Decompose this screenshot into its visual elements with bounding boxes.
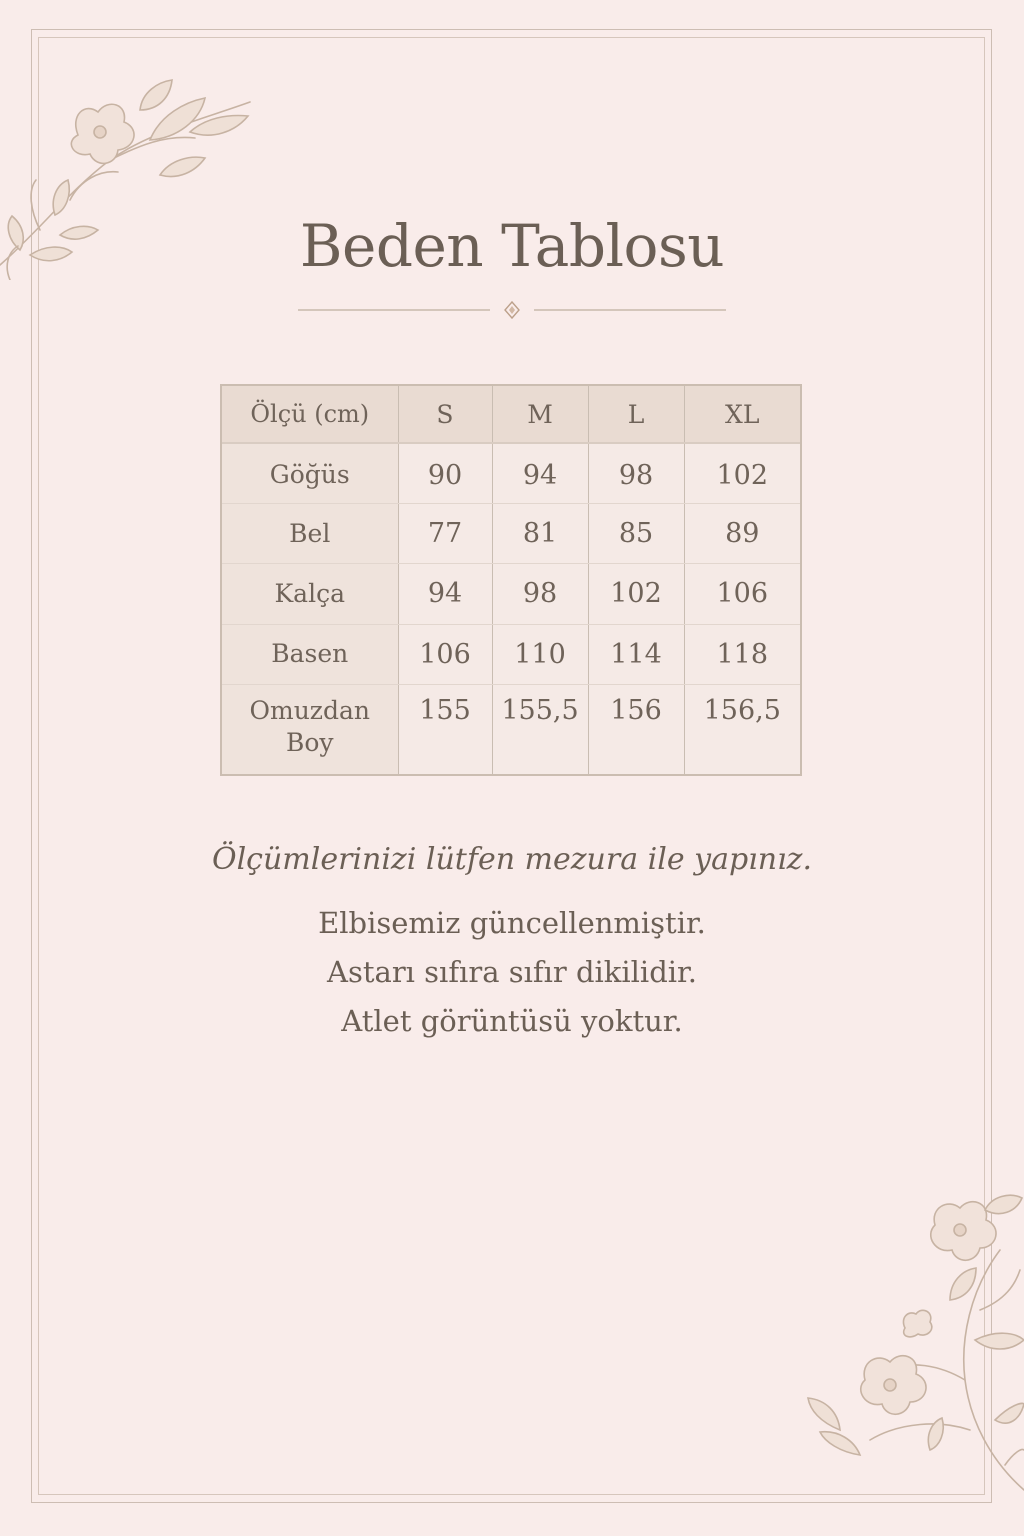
floral-corner-bottom-right [800,1190,1024,1500]
table-cell: 98 [588,443,684,503]
table-cell: 94 [492,443,588,503]
diamond-ornament [298,300,726,320]
table-cell: 94 [398,564,492,624]
row-label: Göğüs [222,443,398,503]
table-cell: 156 [588,684,684,774]
table-cell: 155,5 [492,684,588,774]
row-label: Bel [222,503,398,563]
row-label: Kalça [222,564,398,624]
note-line: Atlet görüntüsü yoktur. [341,1004,683,1038]
row-label [222,684,398,774]
page-title: Beden Tablosu [299,212,725,280]
table-cell: 110 [492,624,588,684]
table-cell: 81 [492,503,588,563]
table-cell: 114 [588,624,684,684]
table-row [222,564,800,624]
table-row [222,503,800,563]
table-row [222,443,800,503]
table-cell: 85 [588,503,684,563]
table-cell: 156,5 [684,684,800,774]
row-label: Basen [222,624,398,684]
table-cell: 77 [398,503,492,563]
table-cell: 102 [684,443,800,503]
table-cell: 102 [588,564,684,624]
table-cell: 118 [684,624,800,684]
header-size-l: L [588,386,684,443]
table-cell: 89 [684,503,800,563]
table-cell: 155 [398,684,492,774]
header-measure: Ölçü (cm) [222,386,398,443]
table-cell: 98 [492,564,588,624]
table-cell: 90 [398,443,492,503]
header-size-xl: XL [684,386,800,443]
size-table [220,384,802,776]
table-cell: 106 [398,624,492,684]
row-label-line: Boy [285,727,334,757]
row-label-line: Omuzdan [249,695,370,725]
header-size-m: M [492,386,588,443]
note-line: Astarı sıfıra sıfır dikilidir. [327,955,697,989]
note-line: Elbisemiz güncellenmiştir. [318,906,706,940]
measurement-instruction: Ölçümlerinizi lütfen mezura ile yapınız. [211,842,813,877]
table-cell: 106 [684,564,800,624]
table-row [222,684,800,774]
header-size-s: S [398,386,492,443]
table-row [222,624,800,684]
table-header-row [222,386,800,443]
